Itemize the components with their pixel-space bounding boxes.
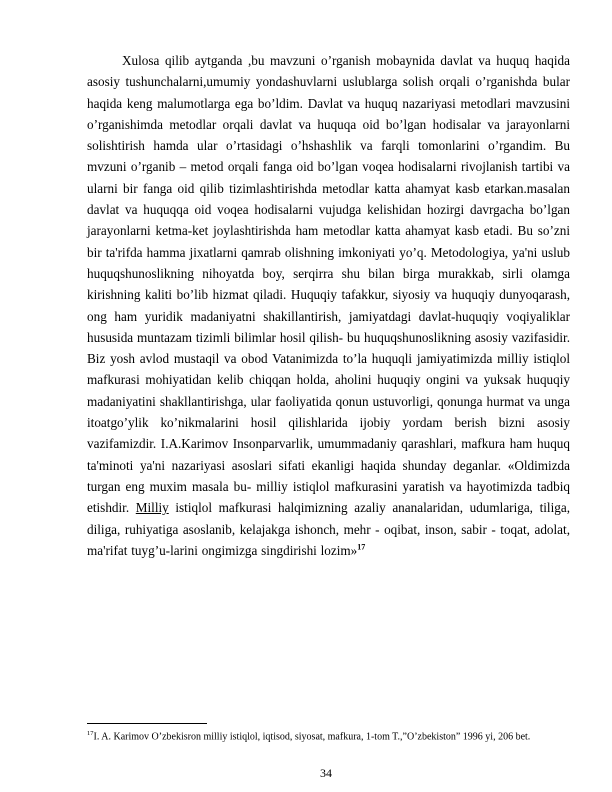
footnote <box>87 726 570 745</box>
footnote-divider <box>87 723 207 724</box>
page-number: 34 <box>320 766 332 780</box>
underlined-word: Milliy <box>135 500 169 516</box>
footnote-text: I. A. Karimov O’zbekisron milliy istiqlol, iqtisod, siyosat, mafkura, 1-tom T.,”O’zbekiston” 1996 yi, 206 bet. <box>93 731 531 743</box>
footnote-reference[interactable]: 17 <box>357 542 366 552</box>
paragraph-text-part1: Xulosa qilib aytganda ,bu mavzuni o’rganish mobaynida davlat va huquq haqida asosiy tushunchalarni,umumiy yondashuvlarni uslublarga solish orqali o’rganishda bular haqida keng malumotlarga ega bo’ldim. Davlat va huquq nazariyasi metodlari mavzusini o’rganishimda metodlar orqali davlat va huquqa oid bo’lgan hodisalar va jarayonlarni solishtirish hamda ular o’rtasidagi o’hshashlik va farqli tomonlarini o’rgandim. Bu mvzuni o’rganib – metod orqali fanga oid bo’lgan voqea hodisalarni rivojlanish tartibi va ularni bir fanga oid qilib tizimlashtirishda metodlar katta ahamyat kasb etarkan.masalan davlat va huquqqa oid voqea hodisalarni vujudga kelishidan hozirgi davrgacha bo’lgan jarayonlarni ketma-ket joylashtirishda ham metodlar katta ahamyat kasb etadi. Bu so’zni bir ta'rifda hamma jixatlarni qamrab olishning imkoniyati yo’q. Metodologiya, ya'ni uslub huquqshunoslikning nihoyatda boy, serqirra shu bilan birga murakkab, sirli olamga kirishning kaliti bo’lib hizmat qiladi. Huquqiy tafakkur, siyosiy va huquqiy dunyoqarash, ong ham yuridik madaniyatni shakillantirish, jamiyatdagi davlat-huquqiy voqiyaliklar hususida muntazam tizimli bilimlar hosil qilish- bu huquqshunoslikning asosiy vazifasidir. Biz yosh avlod mustaqil va obod Vatanimizda to’la huquqli jamiyatimizda milliy istiqlol mafkurasi mohiyatidan kelib chiqqan holda, aholini huquqiy ongini va yuksak huquqiy madaniyatini shakllantirishga, ular faoliyatida qonun ustuvorligi, qonunga hurmat va unga itoatgo’ylik ko’nikmalarini hosil qilishlarida ijobiy yordam berish bizni asosiy vazifamizdir. I.A.Karimov Insonparvarlik, umummadaniy qarashlari, mafkura ham huquq ta'minoti ya'ni nazariyasi asoslari sifati ekanligi haqida shunday deganlar. «Oldimizda turgan eng muxim masala bu- milliy istiqlol mafkurasini yaratish va hayotimizda tadbiq etishdir. <box>87 53 570 516</box>
main-paragraph <box>87 50 570 561</box>
footnote-marker: 17 <box>87 730 94 737</box>
paragraph-text-part2: istiqlol mafkurasi halqimizning azaliy ananalaridan, udumlariga, tiliga, diliga, ruhiyatiga asoslanib, kelajakga ishonch, mehr - oqibat, inson, sabir - toqat, adolat, ma'rifat tuyg’u-larini ongimizga singdirishi lozim» <box>87 500 571 558</box>
document-page <box>87 50 570 561</box>
